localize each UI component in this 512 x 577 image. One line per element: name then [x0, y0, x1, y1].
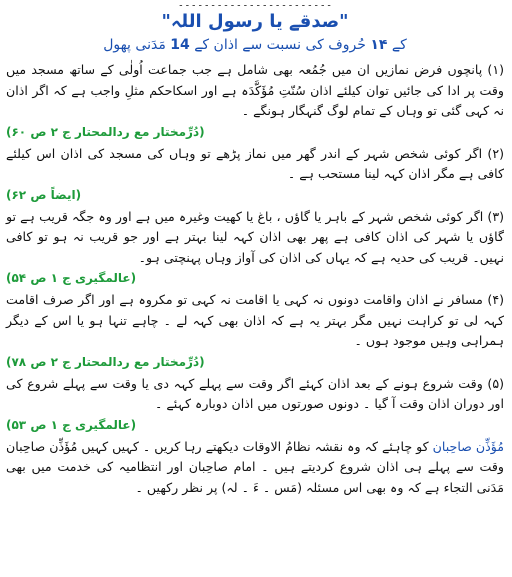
closing-paragraph: [6, 437, 504, 499]
subtitle-mid: حُروف کی نسبت سے اذان کے: [194, 37, 366, 53]
page-subtitle: [6, 34, 504, 56]
paragraph-4: (۴) مسافر نے اذان واقامت دونوں نہ کہی یا اقامت نہ کہی تو مکروہ ہے اور اگر صرف اقامت کہہ لی تو کراہت نہیں مگر بہتر یہ ہے کہ اذان بھی کہہ لے ۔ چاہے تنہا ہو یا اس کے دیگر ہمراہی وہیں موجود ہوں ۔: [6, 292, 504, 348]
page-title: "صدقے یا رسول اللہ": [161, 11, 349, 32]
paragraph-3: (۳) اگر کوئی شخص شہر کے باہر یا گاؤں ، باغ یا کھیت وغیرہ میں ہے اور وہ جگہ قریب ہے تو گاؤں یا شہر کی اذان کافی ہے پھر بھی اذان کہہ لینا بہتر ہے اور جو قریب نہ ہو تو کافی نہیں۔ قریب کی حدیہ ہے کہ یہاں کی اذان کی آواز وہاں پہنچتی ہو۔: [6, 208, 504, 265]
top-cut-text: ۔۔۔۔۔۔۔۔۔۔۔۔۔۔۔۔۔۔۔۔۔۔۔۔: [177, 0, 333, 8]
paragraph-2: (۲) اگر کوئی شخص شہر کے اندر گھر میں نماز پڑھے تو وہاں کی مسجد کی اذان اس کیلئے کافی ہے مگر اذان کہہ لینا مستحب ہے ۔: [6, 145, 504, 181]
subtitle-number: 14: [170, 37, 190, 53]
subtitle-number-urdu: ۱۴: [370, 37, 388, 53]
reference-1: (دُرِّمختار مع ردالمحتار ج ۲ ص ۶۰): [6, 124, 205, 139]
reference-5: (عالمگیری ج ۱ ص ۵۳): [6, 417, 137, 432]
subtitle-pre: کے: [391, 37, 407, 53]
closing-text: کو چاہئے کہ وہ نقشہ نظامُ الاوقات دیکھتے رہا کریں ۔ کہیں کہیں مُؤَذِّن صاحِبان وقت سے پہلے ہی اذان شروع کردیتے ہیں ۔ امام صاحِبان اور انتظامیہ کی خدمت میں بھی مَدَنی التجاء ہے کہ وہ بھی اس مسئلہ (مَس ۔ ءَ ۔ لہ) پر نظر رکھیں ۔: [6, 438, 504, 495]
reference-4: (دُرِّمختار مع ردالمحتار ج ۲ ص ۷۸): [6, 354, 205, 369]
paragraph-1: (۱) پانچوں فرض نمازیں ان میں جُمُعہ بھی شامل ہے جب جماعت اُولٰی کے ساتھ مسجد میں وقت پر ادا کی جائیں توان کیلئے اذان سُنّتِ مُؤَکَّدَہ ہے اور اسکاحکم مثلِ واجب ہے کہ اگر اذان نہ کہی گئی تو وہاں کے تمام لوگ گنہگار ہونگے ۔: [6, 62, 504, 118]
subtitle-post: مَدَنی پھول: [103, 37, 166, 53]
closing-highlight: مُؤَذِّن صاحِبان: [432, 438, 504, 454]
paragraph-5: (۵) وقت شروع ہونے کے بعد اذان کہئے اگر وقت سے پہلے کہہ دی یا وقت سے پہلے شروع کی اور دوران اذان وقت آ گیا ۔ دونوں صورتوں میں اذان دوبارہ کہئے ۔: [6, 375, 504, 411]
reference-3: (عالمگیری ج ۱ ص ۵۴): [6, 271, 137, 285]
reference-2: (ایضاً ص ۶۲): [6, 187, 82, 202]
